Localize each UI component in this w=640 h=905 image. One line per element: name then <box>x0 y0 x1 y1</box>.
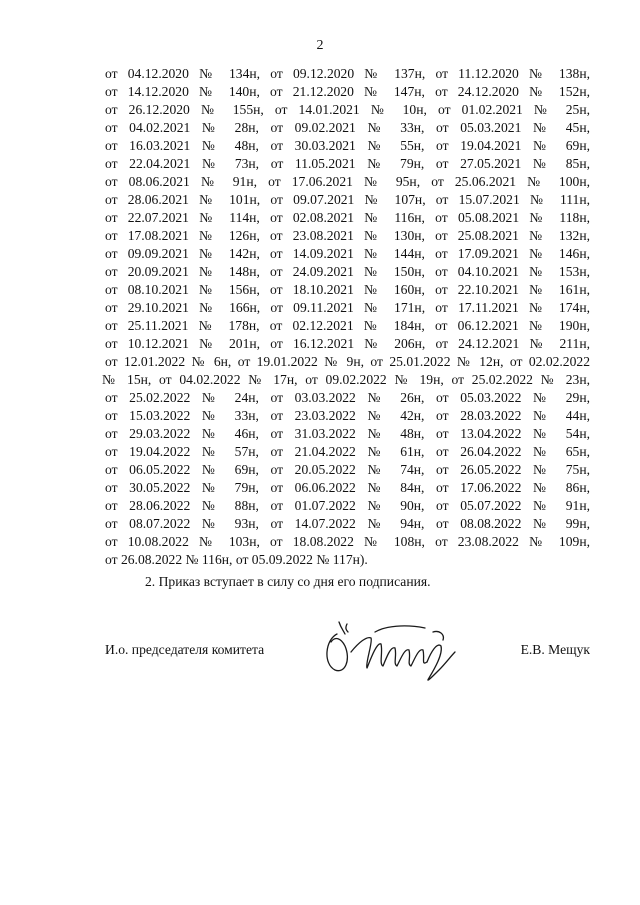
clause-2: 2. Приказ вступает в силу со дня его подписания. <box>145 574 431 589</box>
text-line: от 28.06.2021 № 101н, от 09.07.2021 № 107н, от 15.07.2021 № 111н, <box>105 192 590 207</box>
text-line: от 04.12.2020 № 134н, от 09.12.2020 № 137н, от 11.12.2020 № 138н, <box>105 66 590 81</box>
text-line: от 22.04.2021 № 73н, от 11.05.2021 № 79н, от 27.05.2021 № 85н, <box>105 156 590 171</box>
text-line: от 08.07.2022 № 93н, от 14.07.2022 № 94н, от 08.08.2022 № 99н, <box>105 516 590 531</box>
text-line: от 16.03.2021 № 48н, от 30.03.2021 № 55н, от 19.04.2021 № 69н, <box>105 138 590 153</box>
text-line: от 26.08.2022 № 116н, от 05.09.2022 № 117н). <box>105 552 368 567</box>
text-line: от 10.12.2021 № 201н, от 16.12.2021 № 206н, от 24.12.2021 № 211н, <box>105 336 590 351</box>
page-number: 2 <box>316 38 324 53</box>
text-line: от 06.05.2022 № 69н, от 20.05.2022 № 74н, от 26.05.2022 № 75н, <box>105 462 590 477</box>
text-line: от 04.02.2021 № 28н, от 09.02.2021 № 33н, от 05.03.2021 № 45н, <box>105 120 590 135</box>
text-line: от 20.09.2021 № 148н, от 24.09.2021 № 150н, от 04.10.2021 № 153н, <box>105 264 590 279</box>
text-line: от 17.08.2021 № 126н, от 23.08.2021 № 130н, от 25.08.2021 № 132н, <box>105 228 590 243</box>
text-line: от 25.02.2022 № 24н, от 03.03.2022 № 26н, от 05.03.2022 № 29н, <box>105 390 590 405</box>
text-line: от 08.10.2021 № 156н, от 18.10.2021 № 160н, от 22.10.2021 № 161н, <box>105 282 590 297</box>
text-line: от 26.12.2020 № 155н, от 14.01.2021 № 10н, от 01.02.2021 № 25н, <box>105 102 590 117</box>
text-line: от 25.11.2021 № 178н, от 02.12.2021 № 184н, от 06.12.2021 № 190н, <box>105 318 590 333</box>
text-line: от 09.09.2021 № 142н, от 14.09.2021 № 144н, от 17.09.2021 № 146н, <box>105 246 590 261</box>
text-line: от 19.04.2022 № 57н, от 21.04.2022 № 61н, от 26.04.2022 № 65н, <box>105 444 590 459</box>
text-line: от 28.06.2022 № 88н, от 01.07.2022 № 90н, от 05.07.2022 № 91н, <box>105 498 590 513</box>
text-line: от 12.01.2022 № 6н, от 19.01.2022 № 9н, от 25.01.2022 № 12н, от 02.02.2022 <box>105 354 590 369</box>
signatory-title: И.о. председателя комитета <box>105 642 265 657</box>
text-line: от 30.05.2022 № 79н, от 06.06.2022 № 84н, от 17.06.2022 № 86н, <box>105 480 590 495</box>
text-line: от 22.07.2021 № 114н, от 02.08.2021 № 116н, от 05.08.2021 № 118н, <box>105 210 590 225</box>
text-line: от 08.06.2021 № 91н, от 17.06.2021 № 95н, от 25.06.2021 № 100н, <box>105 174 590 189</box>
signatory-name: Е.В. Мещук <box>520 642 590 657</box>
text-line: от 14.12.2020 № 140н, от 21.12.2020 № 147н, от 24.12.2020 № 152н, <box>105 84 590 99</box>
text-line: от 10.08.2022 № 103н, от 18.08.2022 № 108н, от 23.08.2022 № 109н, <box>105 534 590 549</box>
text-line: № 15н, от 04.02.2022 № 17н, от 09.02.2022 № 19н, от 25.02.2022 № 23н, <box>102 372 590 387</box>
text-line: от 29.10.2021 № 166н, от 09.11.2021 № 171н, от 17.11.2021 № 174н, <box>105 300 590 315</box>
text-line: от 15.03.2022 № 33н, от 23.03.2022 № 42н, от 28.03.2022 № 44н, <box>105 408 590 423</box>
handwritten-signature <box>315 612 470 684</box>
text-line: от 29.03.2022 № 46н, от 31.03.2022 № 48н, от 13.04.2022 № 54н, <box>105 426 590 441</box>
signature-block <box>105 640 590 680</box>
order-list-paragraph <box>102 65 590 569</box>
